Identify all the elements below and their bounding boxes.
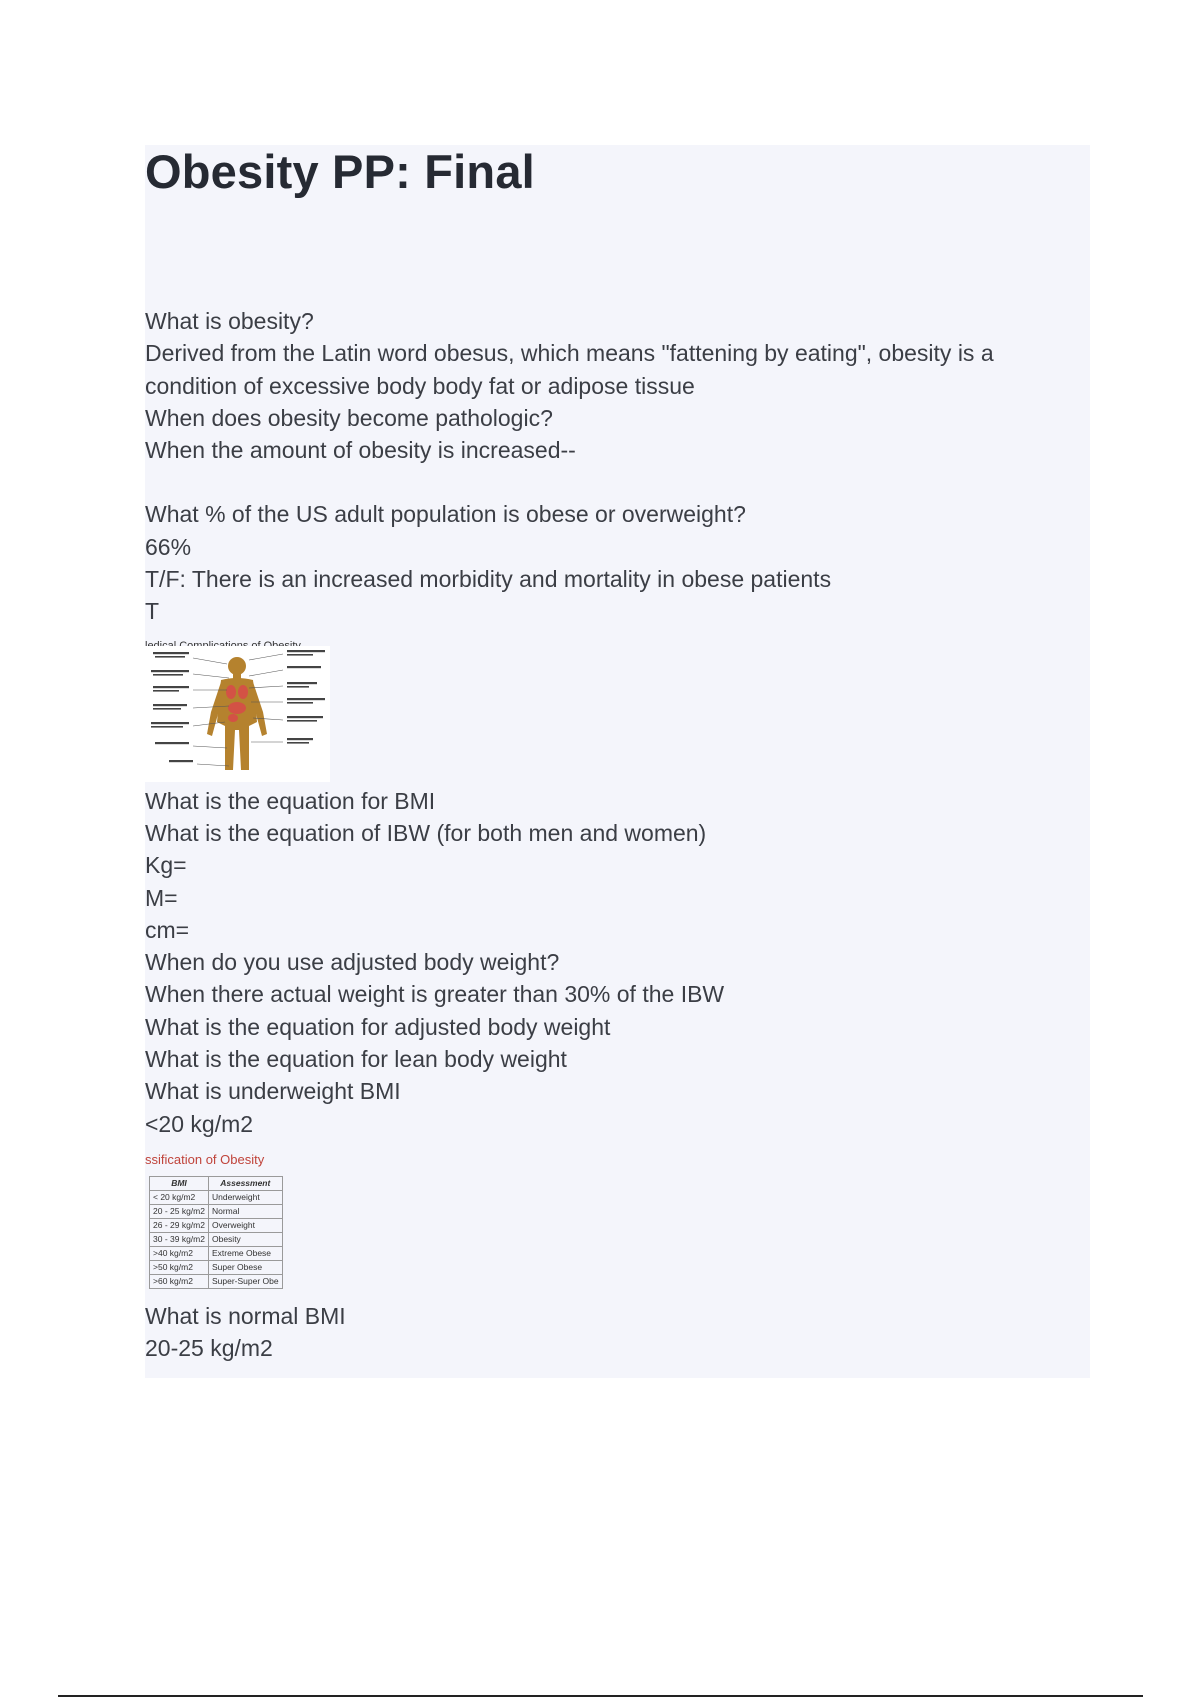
document-body — [145, 305, 1085, 1365]
table-cell: Overweight — [208, 1218, 282, 1232]
table-cell: >50 kg/m2 — [150, 1260, 209, 1274]
formula-text: cm= — [145, 916, 190, 943]
table-row — [150, 1190, 283, 1204]
table-cell: Extreme Obese — [208, 1246, 282, 1260]
answer-text: T — [145, 598, 160, 625]
answer-text: When there actual weight is greater than 30% of the IBW — [145, 981, 725, 1008]
table-row — [150, 1260, 283, 1274]
column-header: Assessment — [208, 1176, 282, 1190]
question-text: What is the equation of IBW (for both men and women) — [145, 819, 707, 846]
answer-text: 66% — [145, 533, 192, 560]
table-cell: Super-Super Obe — [208, 1274, 282, 1288]
table-row — [150, 1274, 283, 1288]
page-divider — [58, 1695, 1143, 1697]
table-row — [150, 1218, 283, 1232]
question-text: What % of the US adult population is obese or overweight? — [145, 501, 746, 528]
table-row — [150, 1232, 283, 1246]
table-cell: < 20 kg/m2 — [150, 1190, 209, 1204]
question-text: T/F: There is an increased morbidity and mortality in obese patients — [145, 566, 832, 593]
table-cell: 20 - 25 kg/m2 — [150, 1204, 209, 1218]
table-cell: 30 - 39 kg/m2 — [150, 1232, 209, 1246]
question-text: What is the equation for adjusted body weight — [145, 1013, 611, 1040]
question-text: What is normal BMI — [145, 1302, 346, 1329]
question-text: When do you use adjusted body weight? — [145, 949, 560, 976]
question-text: What is the equation for BMI — [145, 787, 436, 814]
table-row — [150, 1246, 283, 1260]
question-text: What is the equation for lean body weight — [145, 1046, 567, 1073]
table-cell: Super Obese — [208, 1260, 282, 1274]
body-diagram-illustration — [145, 630, 330, 782]
table-row — [150, 1204, 283, 1218]
table-cell: Normal — [208, 1204, 282, 1218]
figure-caption: ssification of Obesity — [145, 1151, 265, 1167]
table-cell: Obesity — [208, 1232, 282, 1246]
bmi-classification-figure — [145, 1144, 330, 1296]
column-header: BMI — [150, 1176, 209, 1190]
blank-line — [145, 466, 1085, 498]
table-cell: 26 - 29 kg/m2 — [150, 1218, 209, 1232]
answer-text: When the amount of obesity is increased-- — [145, 437, 576, 464]
table-cell: >60 kg/m2 — [150, 1274, 209, 1288]
question-text: When does obesity become pathologic? — [145, 404, 553, 431]
bmi-classification-table — [149, 1176, 283, 1289]
question-text: What is obesity? — [145, 308, 314, 334]
formula-text: M= — [145, 884, 178, 911]
page-title: Obesity PP: Final — [145, 145, 535, 198]
table-cell: Underweight — [208, 1190, 282, 1204]
answer-text: Derived from the Latin word obesus, which means "fattening by eating", obesity is a condition of excessive body body fat or adipose tissue — [145, 340, 994, 399]
table-cell: >40 kg/m2 — [150, 1246, 209, 1260]
question-text: What is underweight BMI — [145, 1078, 401, 1105]
medical-complications-figure — [145, 630, 330, 782]
table-header-row — [150, 1176, 283, 1190]
answer-text: 20-25 kg/m2 — [145, 1335, 273, 1362]
answer-text: <20 kg/m2 — [145, 1110, 254, 1137]
formula-text: Kg= — [145, 852, 187, 879]
